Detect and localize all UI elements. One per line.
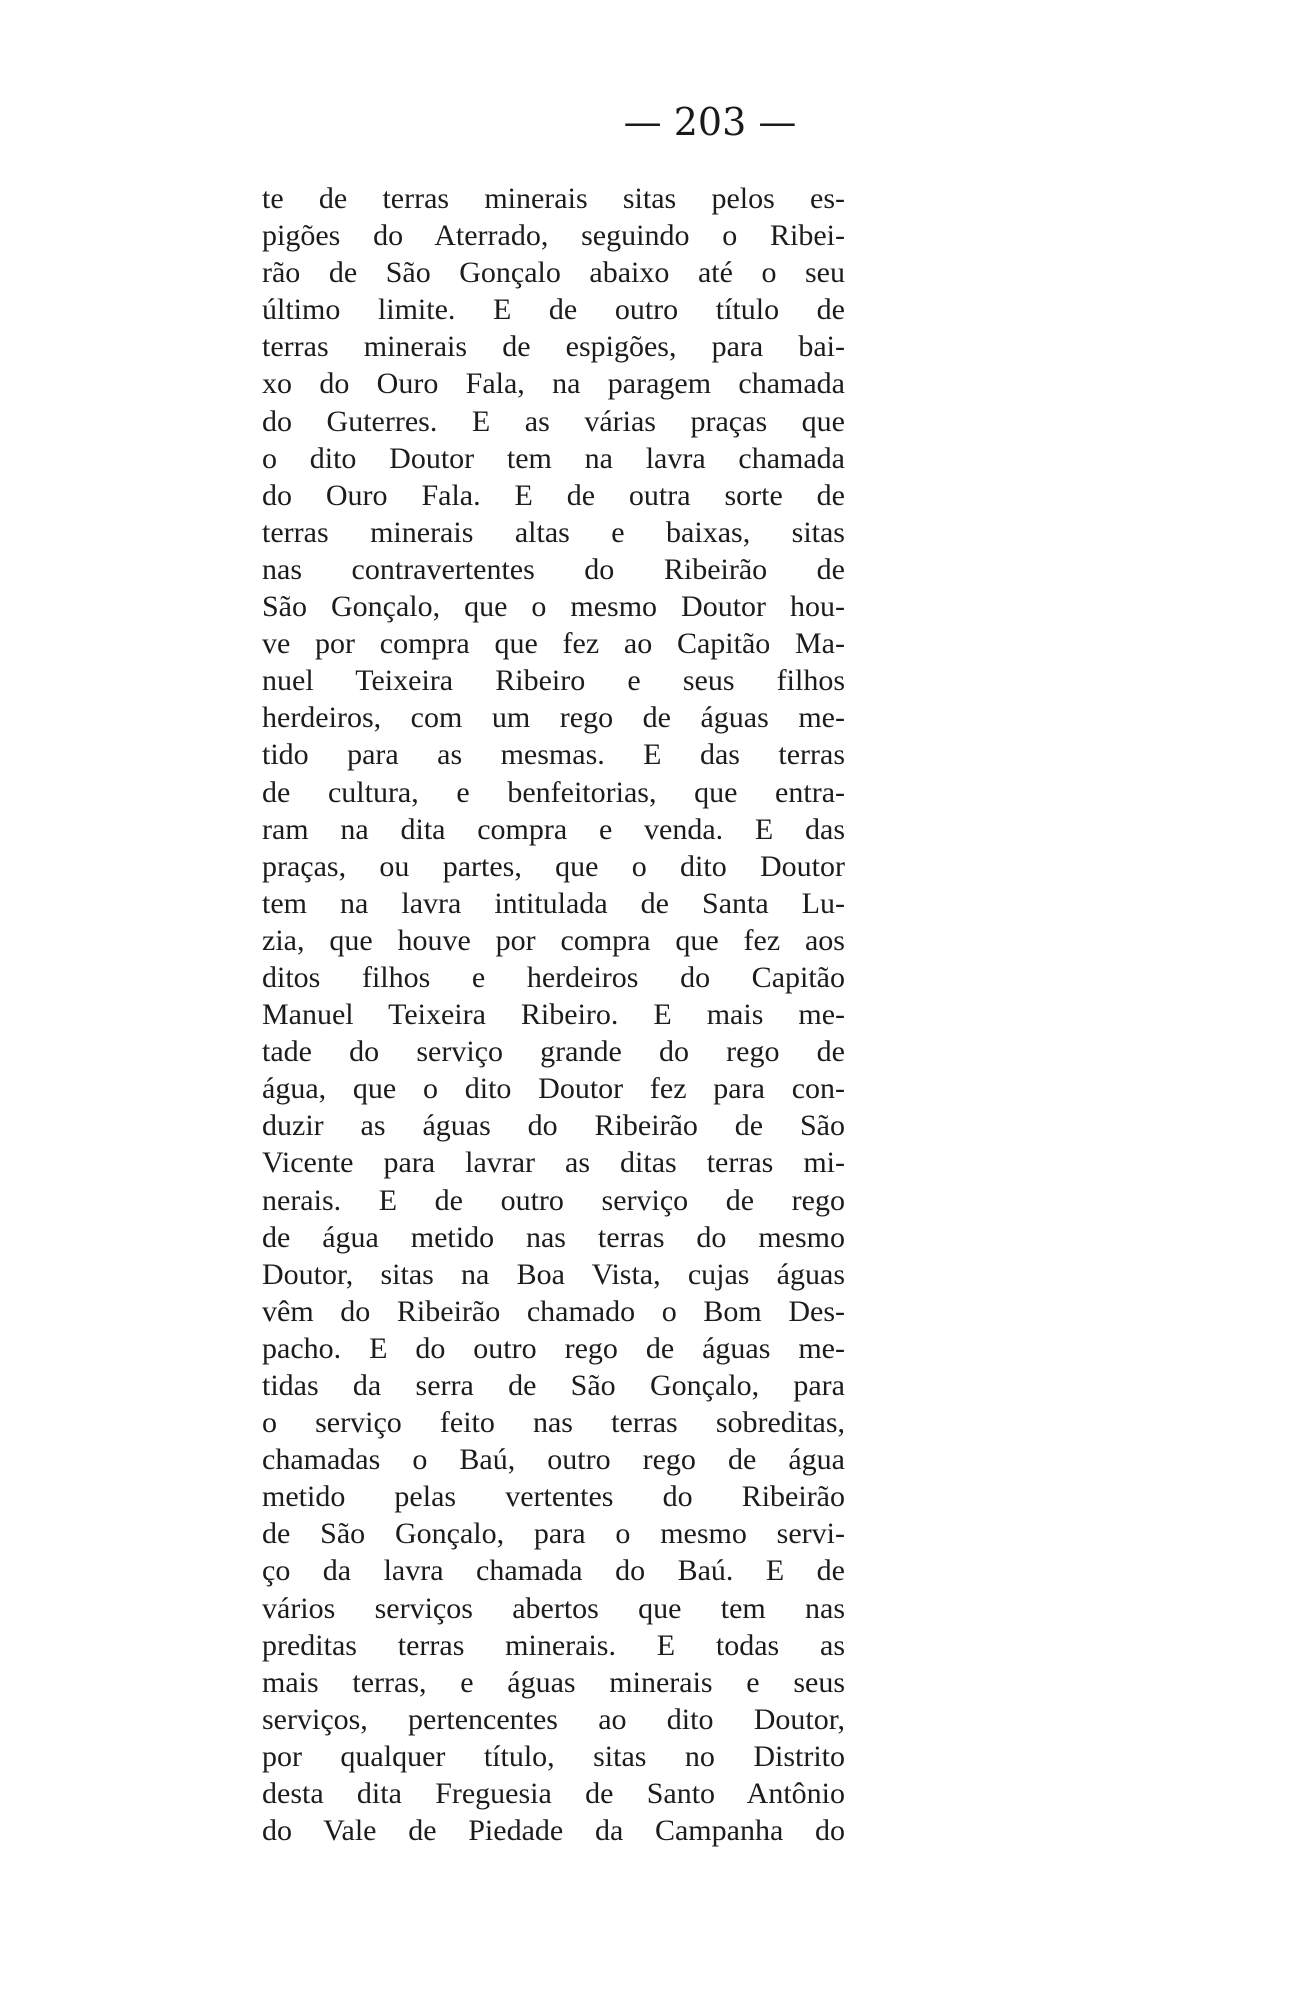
text-line: preditas terras minerais. E todas as xyxy=(262,1628,845,1662)
text-line: de água metido nas terras do mesmo xyxy=(262,1220,845,1254)
text-line: tidas da serra de São Gonçalo, para xyxy=(262,1369,845,1402)
text-line: xo do Ouro Fala, na paragem chamada xyxy=(262,367,845,401)
text-line: de São Gonçalo, para o mesmo servi- xyxy=(262,1517,845,1551)
text-line: ve por compra que fez ao Capitão Ma- xyxy=(262,627,845,661)
body-text xyxy=(262,180,845,1849)
text-line: herdeiros, com um rego de águas me- xyxy=(262,701,845,735)
page-number: — 203 — xyxy=(623,100,797,144)
text-line: rão de São Gonçalo abaixo até o seu xyxy=(262,256,845,290)
text-line: Vicente para lavrar as ditas terras mi- xyxy=(262,1146,845,1180)
text-line: São Gonçalo, que o mesmo Doutor hou- xyxy=(262,590,845,624)
text-line: duzir as águas do Ribeirão de São xyxy=(262,1109,845,1143)
text-line: nas contravertentes do Ribeirão de xyxy=(262,552,845,586)
text-line: mais terras, e águas minerais e seus xyxy=(262,1665,845,1699)
text-line: Manuel Teixeira Ribeiro. E mais me- xyxy=(262,998,845,1032)
text-line: praças, ou partes, que o dito Doutor xyxy=(262,849,845,883)
text-line: metido pelas vertentes do Ribeirão xyxy=(262,1480,845,1514)
text-line: tade do serviço grande do rego de xyxy=(262,1035,845,1069)
text-line: água, que o dito Doutor fez para con- xyxy=(262,1072,845,1106)
text-line: nerais. E de outro serviço de rego xyxy=(262,1183,845,1217)
text-line: terras minerais de espigões, para bai- xyxy=(262,330,845,364)
text-line: ram na dita compra e venda. E das xyxy=(262,812,845,846)
text-line: pacho. E do outro rego de águas me- xyxy=(262,1331,845,1365)
text-line: chamadas o Baú, outro rego de água xyxy=(262,1443,845,1477)
text-line: de cultura, e benfeitorias, que entra- xyxy=(262,775,845,809)
text-line: terras minerais altas e baixas, sitas xyxy=(262,515,845,549)
text-line: vêm do Ribeirão chamado o Bom Des- xyxy=(262,1294,845,1328)
text-line: tem na lavra intitulada de Santa Lu- xyxy=(262,886,845,920)
text-line: do Ouro Fala. E de outra sorte de xyxy=(262,478,845,512)
text-line: zia, que houve por compra que fez aos xyxy=(262,923,845,957)
text-line: do Guterres. E as várias praças que xyxy=(262,404,845,438)
text-line: do Vale de Piedade da Campanha do xyxy=(262,1814,845,1848)
text-line: ditos filhos e herdeiros do Capitão xyxy=(262,960,845,994)
text-line: o dito Doutor tem na lavra chamada xyxy=(262,441,845,475)
text-line: nuel Teixeira Ribeiro e seus filhos xyxy=(262,664,845,698)
text-line: ço da lavra chamada do Baú. E de xyxy=(262,1554,845,1588)
text-line: Doutor, sitas na Boa Vista, cujas águas xyxy=(262,1257,845,1291)
text-line: por qualquer título, sitas no Distrito xyxy=(262,1739,845,1773)
text-line: desta dita Freguesia de Santo Antônio xyxy=(262,1777,845,1811)
text-line: pigões do Aterrado, seguindo o Ribei- xyxy=(262,219,845,253)
text-line: vários serviços abertos que tem nas xyxy=(262,1591,845,1625)
text-line: tido para as mesmas. E das terras xyxy=(262,738,845,772)
text-line: serviços, pertencentes ao dito Doutor, xyxy=(262,1702,845,1736)
text-line: último limite. E de outro título de xyxy=(262,293,845,327)
text-line: o serviço feito nas terras sobreditas, xyxy=(262,1406,845,1440)
text-line: te de terras minerais sitas pelos es- xyxy=(262,182,845,215)
